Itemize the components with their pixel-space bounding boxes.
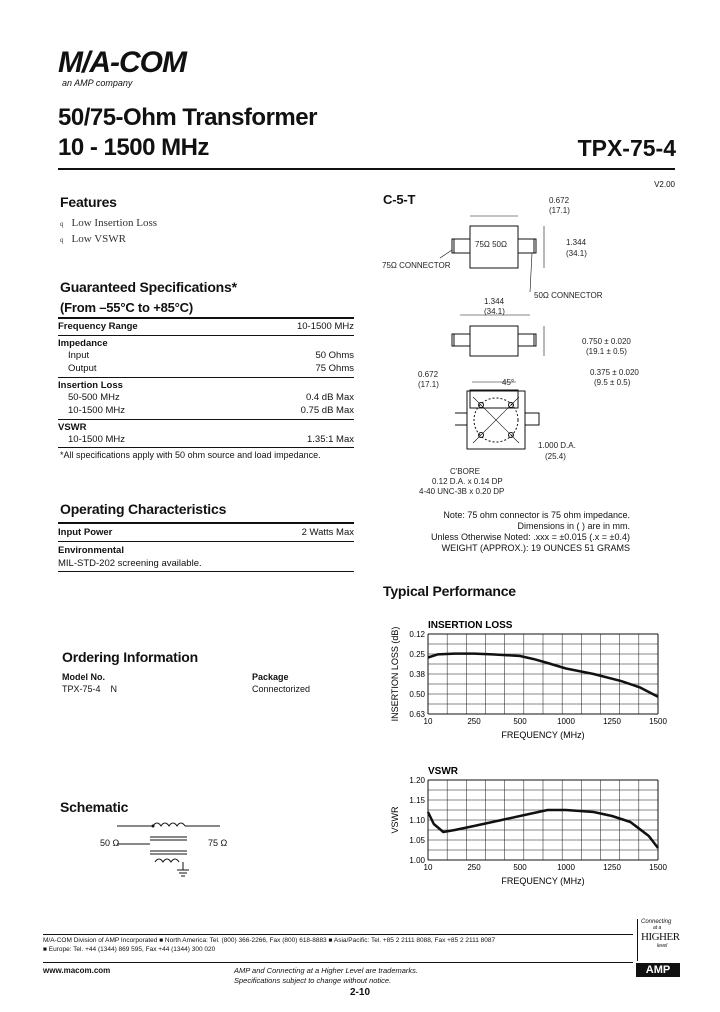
schematic-input-label: 50 Ω xyxy=(100,838,120,848)
y-tick-label: 0.25 xyxy=(409,650,425,659)
typical-performance-heading: Typical Performance xyxy=(383,583,516,599)
y-tick-label: 1.15 xyxy=(409,796,425,805)
dim-height: 1.344 xyxy=(566,238,587,247)
brand-tagline: an AMP company xyxy=(62,78,133,88)
dim-connector-height-mm: (9.5 ± 0.5) xyxy=(594,378,631,387)
dim-diameter-mm: (25.4) xyxy=(545,452,566,461)
footer-contact: M/A-COM Division of AMP Incorporated ■ North America: Tel. (800) 366-2266, Fax (800) 618-8883 ■ Asia/Pacific: Tel. +85 2 2111 8088, Fax +85 2 2111 8087 xyxy=(43,937,496,944)
operating-divider xyxy=(58,522,354,524)
spec-divider xyxy=(58,419,354,420)
x-tick-label: 1000 xyxy=(557,863,575,872)
header-divider xyxy=(58,168,675,170)
page-number: 2-10 xyxy=(350,987,371,998)
dim-side-height: 0.750 ± 0.020 xyxy=(582,337,631,346)
environmental-label: Environmental xyxy=(58,545,124,556)
chart-title: VSWR xyxy=(428,766,458,777)
dim-bottom-width: 0.672 xyxy=(418,370,439,379)
ordering-package-header: Package xyxy=(252,672,289,682)
spec-row: Insertion Loss xyxy=(58,380,123,391)
dim-diameter: 1.000 D.A. xyxy=(538,441,576,450)
dim-top-width: 0.672 xyxy=(549,196,570,205)
spec-footnote: *All specifications apply with 50 ohm source and load impedance. xyxy=(60,450,321,460)
cbore-label: C'BORE xyxy=(450,467,480,476)
x-tick-label: 1000 xyxy=(557,717,575,726)
schematic-output-label: 75 Ω xyxy=(208,838,228,848)
x-tick-label: 250 xyxy=(467,863,481,872)
dim-side-width: 1.344 xyxy=(484,297,505,306)
thread-spec: 4-40 UNC-3B x 0.20 DP xyxy=(419,487,505,496)
amp-logo: AMP xyxy=(636,963,680,977)
frequency-range-title: 10 - 1500 MHz xyxy=(58,134,209,161)
footer-website: www.macom.com xyxy=(43,966,111,975)
cbore-spec: 0.12 D.A. x 0.14 DP xyxy=(432,477,503,486)
schematic-diagram xyxy=(95,818,235,880)
dim-bottom-width-mm: (17.1) xyxy=(418,380,439,389)
x-tick-label: 1500 xyxy=(649,717,667,726)
x-tick-label: 10 xyxy=(423,863,433,872)
right-connector-label: 50Ω CONNECTOR xyxy=(534,291,603,300)
part-number: TPX-75-4 xyxy=(577,135,676,161)
y-tick-label: 1.05 xyxy=(409,836,425,845)
ordering-package-value: Connectorized xyxy=(252,684,311,694)
x-tick-label: 1250 xyxy=(603,717,621,726)
spec-divider xyxy=(58,317,354,319)
version-label: V2.00 xyxy=(654,180,675,189)
spec-row: Frequency Range 10-1500 MHz xyxy=(58,321,354,332)
footer-divider xyxy=(43,934,633,935)
y-tick-label: 0.12 xyxy=(409,630,425,639)
dim-connector-height: 0.375 ± 0.020 xyxy=(590,368,639,377)
spec-divider xyxy=(58,377,354,378)
x-axis-label: FREQUENCY (MHz) xyxy=(501,730,585,740)
dim-side-height-mm: (19.1 ± 0.5) xyxy=(586,347,627,356)
drawing-note: Note: 75 ohm connector is 75 ohm impedance. xyxy=(443,510,630,520)
page-title: 50/75-Ohm Transformer xyxy=(58,104,317,131)
ordering-model-header: Model No. xyxy=(62,672,105,682)
environmental-text: MIL-STD-202 screening available. xyxy=(58,558,202,569)
x-axis-label: FREQUENCY (MHz) xyxy=(501,876,585,886)
x-tick-label: 1250 xyxy=(603,863,621,872)
brand-logo: M/A-COM xyxy=(58,46,186,79)
features-heading: Features xyxy=(60,194,117,210)
spec-divider xyxy=(58,447,354,448)
drawing-note: Dimensions in ( ) are in mm. xyxy=(517,521,630,531)
spec-divider xyxy=(58,335,354,336)
spec-row: Impedance xyxy=(58,338,108,349)
x-tick-label: 250 xyxy=(467,717,481,726)
guaranteed-spec-heading: Guaranteed Specifications* xyxy=(60,279,237,295)
insertion-loss-chart xyxy=(380,610,680,750)
dim-top-width-mm: (17.1) xyxy=(549,206,570,215)
y-axis-label: VSWR xyxy=(390,806,400,834)
body-impedance-label: 75Ω 50Ω xyxy=(475,240,507,249)
spec-row: 10-1500 MHz 0.75 dB Max xyxy=(68,405,354,416)
spec-row: VSWR xyxy=(58,422,87,433)
feature-item: q Low Insertion Loss xyxy=(60,217,158,229)
y-tick-label: 0.50 xyxy=(409,690,425,699)
operating-divider xyxy=(58,571,354,572)
y-axis-label: INSERTION LOSS (dB) xyxy=(390,626,400,722)
footer-trademark: AMP and Connecting at a Higher Level are trademarks. xyxy=(234,966,418,975)
input-power-row: Input Power 2 Watts Max xyxy=(58,527,354,538)
drawing-note: WEIGHT (APPROX.): 19 OUNCES 51 GRAMS xyxy=(441,543,630,553)
spec-row: Output 75 Ohms xyxy=(68,363,354,374)
x-tick-label: 10 xyxy=(423,717,433,726)
x-tick-label: 1500 xyxy=(649,863,667,872)
footer-disclaimer: Specifications subject to change without notice. xyxy=(234,976,392,985)
y-tick-label: 0.38 xyxy=(409,670,425,679)
schematic-heading: Schematic xyxy=(60,799,129,815)
spec-row: Input 50 Ohms xyxy=(68,350,354,361)
dim-side-width-mm: (34.1) xyxy=(484,307,505,316)
drawing-note: Unless Otherwise Noted: .xxx = ±0.015 (.x = ±0.4) xyxy=(431,532,630,542)
y-tick-label: 0.63 xyxy=(409,710,425,719)
footer-contact-europe: ■ Europe: Tel. +44 (1344) 869 595, Fax +44 (1344) 300 020 xyxy=(43,946,216,953)
spec-row: 50-500 MHz 0.4 dB Max xyxy=(68,392,354,403)
operating-heading: Operating Characteristics xyxy=(60,501,227,517)
y-tick-label: 1.00 xyxy=(409,856,425,865)
vswr-chart xyxy=(380,760,680,895)
ordering-model-value: TPX-75-4 N xyxy=(62,684,118,694)
x-tick-label: 500 xyxy=(513,863,527,872)
package-code: C-5-T xyxy=(383,192,416,207)
footer-divider xyxy=(43,962,633,963)
chart-title: INSERTION LOSS xyxy=(428,620,513,631)
feature-item: q Low VSWR xyxy=(60,233,126,245)
left-connector-label: 75Ω CONNECTOR xyxy=(382,261,451,270)
dim-height-mm: (34.1) xyxy=(566,249,587,258)
x-tick-label: 500 xyxy=(513,717,527,726)
dim-angle: 45° xyxy=(502,378,515,387)
temperature-range: (From –55°C to +85°C) xyxy=(60,300,193,315)
spec-row: 10-1500 MHz 1.35:1 Max xyxy=(68,434,354,445)
connecting-badge: Connecting at a HIGHER level xyxy=(637,919,677,961)
y-tick-label: 1.20 xyxy=(409,776,425,785)
operating-divider xyxy=(58,541,354,542)
ordering-heading: Ordering Information xyxy=(62,649,199,665)
y-tick-label: 1.10 xyxy=(409,816,425,825)
